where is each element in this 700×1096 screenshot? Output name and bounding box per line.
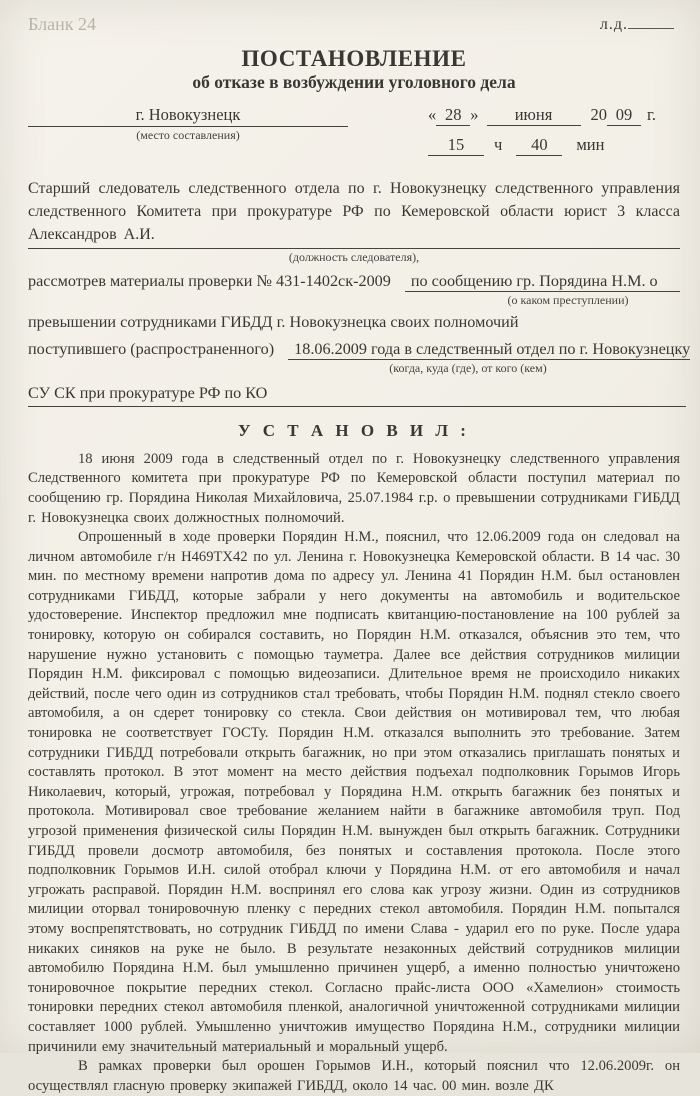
quote-close: » bbox=[470, 104, 479, 124]
month-value: июня bbox=[487, 105, 581, 126]
hour-value: 15 bbox=[428, 135, 484, 156]
body-paragraph: В рамках проверки был орошен Горымов И.Н., который пояснил что 12.06.2009г. он осуществлял гласную проверку экипажей ГИБДД, около 14 час. 00 мин. возле ДК bbox=[28, 1058, 680, 1094]
place-field bbox=[28, 105, 348, 161]
document-header-row bbox=[28, 14, 680, 38]
received-label: поступившего (распространенного) bbox=[28, 340, 275, 359]
crime-line: превышении сотрудниками ГИБДД г. Новокузнецка своих полномочий bbox=[28, 313, 519, 332]
quote-open: « bbox=[428, 104, 437, 124]
place-date-section bbox=[28, 105, 680, 161]
document-subtitle: об отказе в возбуждении уголовного дела bbox=[192, 72, 516, 93]
received-caption: (когда, куда (где), от кого (кем) bbox=[389, 361, 547, 376]
minute-unit: мин bbox=[576, 134, 605, 154]
case-sheet-label bbox=[600, 14, 674, 34]
hour-unit: ч bbox=[494, 134, 503, 154]
century-prefix: 20 bbox=[590, 104, 607, 124]
place-caption: (место составления) bbox=[136, 127, 240, 142]
date-line bbox=[428, 105, 680, 131]
investigator-description: Старший следователь следственного отдела по г. Новокузнецку следственного управления следственного Комитета при прокуратуре РФ по Кемеровской области юрист 3 класса Александров А.И. bbox=[28, 177, 680, 249]
time-line bbox=[428, 135, 680, 161]
body-paragraph: 18 июня 2009 года в следственный отдел по г. Новокузнецку следственного управления Следственного комитета при прокуратуре РФ по Кемеровской области поступил материал по сообщению гр. Порядина Николая Михайловича, 25.07.1984 г.р. о превышении сотрудниками ГИБДД г. Новокузнецка своих должностных полномочий. bbox=[28, 450, 680, 526]
established-heading: У С Т А Н О В И Л : bbox=[238, 420, 470, 440]
body-paragraph: Опрошенный в ходе проверки Порядин Н.М., пояснил, что 12.06.2009 года он следовал на личном автомобиле г/н Н469ТХ42 по ул. Ленина г. Новокузнецка Кемеровской области. В 14 час. 30 мин. по местному времени напротив дома по адресу ул. Ленина 41 Порядин Н.М. был остановлен сотрудниками ГИБДД, которые забрали у него документы на автомобиль и водительское удостоверение. Инспектор предложил мне подписать квитанцию-постановление на 100 рублей за тонировку, которую он собирался составить, но Порядин Н.М. отказался, объяснив это тем, что нарушение нужно установить с помощью тауметра. Далее все действия сотрудников милиции Порядин Н.М. фиксировал с помощью видеозаписи. Длительное время не происходило никаких действий, после чего один из сотрудников стал требовать, чтобы Порядин Н.М. поднял стекло своего автомобиля, а он сдерет тонировку со стекла. Свои действия он мотивировал тем, что любая тонировка не соответствует ГОСТу. Порядин Н.М. отказался выполнить это требование. Затем сотрудники ГИБДД потребовали открыть багажник, но при этом отказались приглашать понятых и составлять протокол. В этот момент на место действия подъехал подполковник Горымов Игорь Николаевич, который, угрожая, потребовал у Порядина Н.М. открыть багажник без понятых и протокола. Мотивировал свое требование желанием найти в багажнике автомобиля труп. Под угрозой применения физической силы Порядин Н.М. вынужден был открыть багажник. Сотрудники ГИБДД провели досмотр автомобиля, без понятых и составления протокола. После этого подполковник Горымов И.Н. силой отобрал ключи у Порядина Н.М. от его автомобиля и начал угрожать расправой. Порядин Н.М. воспринял его слова как угрозу жизни. Один из сотрудников милиции оторвал тонировочную пленку с передних стекол автомобиля. Порядин Н.М. попытался этому воспрепятствовать, но сотрудник ГИБДД по имени Слава - ударил его по руке. После удара никаких синяков на руке не было. В результате незаконных действий сотрудников милиции автомобилю Порядина Н.М. был умышленно причинен ущерб, а именно полностью уничтожено тонировочное покрытие передних стекол. Согласно прайс-листа ООО «Хамелион» стоимость тонировки передних стекол автомобиля пленкой, аналогичной уничтоженной сотрудниками милиции составляет 1000 рублей. Умышленно уничтожив имущество Порядина Н.М., сотрудники милиции причинили ему значительный материальный и моральный ущерб. bbox=[28, 529, 680, 1055]
report-value: по сообщению гр. Порядина Н.М. о bbox=[405, 272, 680, 292]
case-info-section bbox=[28, 271, 691, 407]
place-value: г. Новокузнецк bbox=[28, 105, 348, 127]
day-value: 28 bbox=[436, 105, 470, 126]
year-suffix: г. bbox=[647, 104, 657, 124]
received-row bbox=[28, 340, 691, 360]
department-line: СУ СК при прокуратуре РФ по КО bbox=[28, 384, 686, 407]
received-value: 18.06.2009 года в следственный отдел по г. Новокузнецку bbox=[288, 340, 690, 360]
reviewed-label: рассмотрев материалы проверки № 431-1402ск-2009 bbox=[28, 271, 391, 290]
document-body bbox=[28, 450, 680, 1096]
investigator-section bbox=[28, 177, 680, 264]
investigator-caption: (должность следователя), bbox=[288, 249, 420, 264]
minute-value: 40 bbox=[516, 135, 562, 156]
reviewed-materials-row bbox=[28, 272, 680, 292]
ld-text: л.д. bbox=[599, 16, 628, 33]
report-caption: (о каком преступлении) bbox=[507, 292, 629, 307]
document-title: ПОСТАНОВЛЕНИЕ bbox=[241, 46, 467, 71]
ld-blank-line bbox=[628, 14, 674, 29]
blank-form-label: Бланк 24 bbox=[28, 14, 96, 34]
date-time-fields bbox=[428, 105, 680, 161]
document-title-block bbox=[28, 46, 680, 93]
year-value: 09 bbox=[607, 105, 641, 126]
